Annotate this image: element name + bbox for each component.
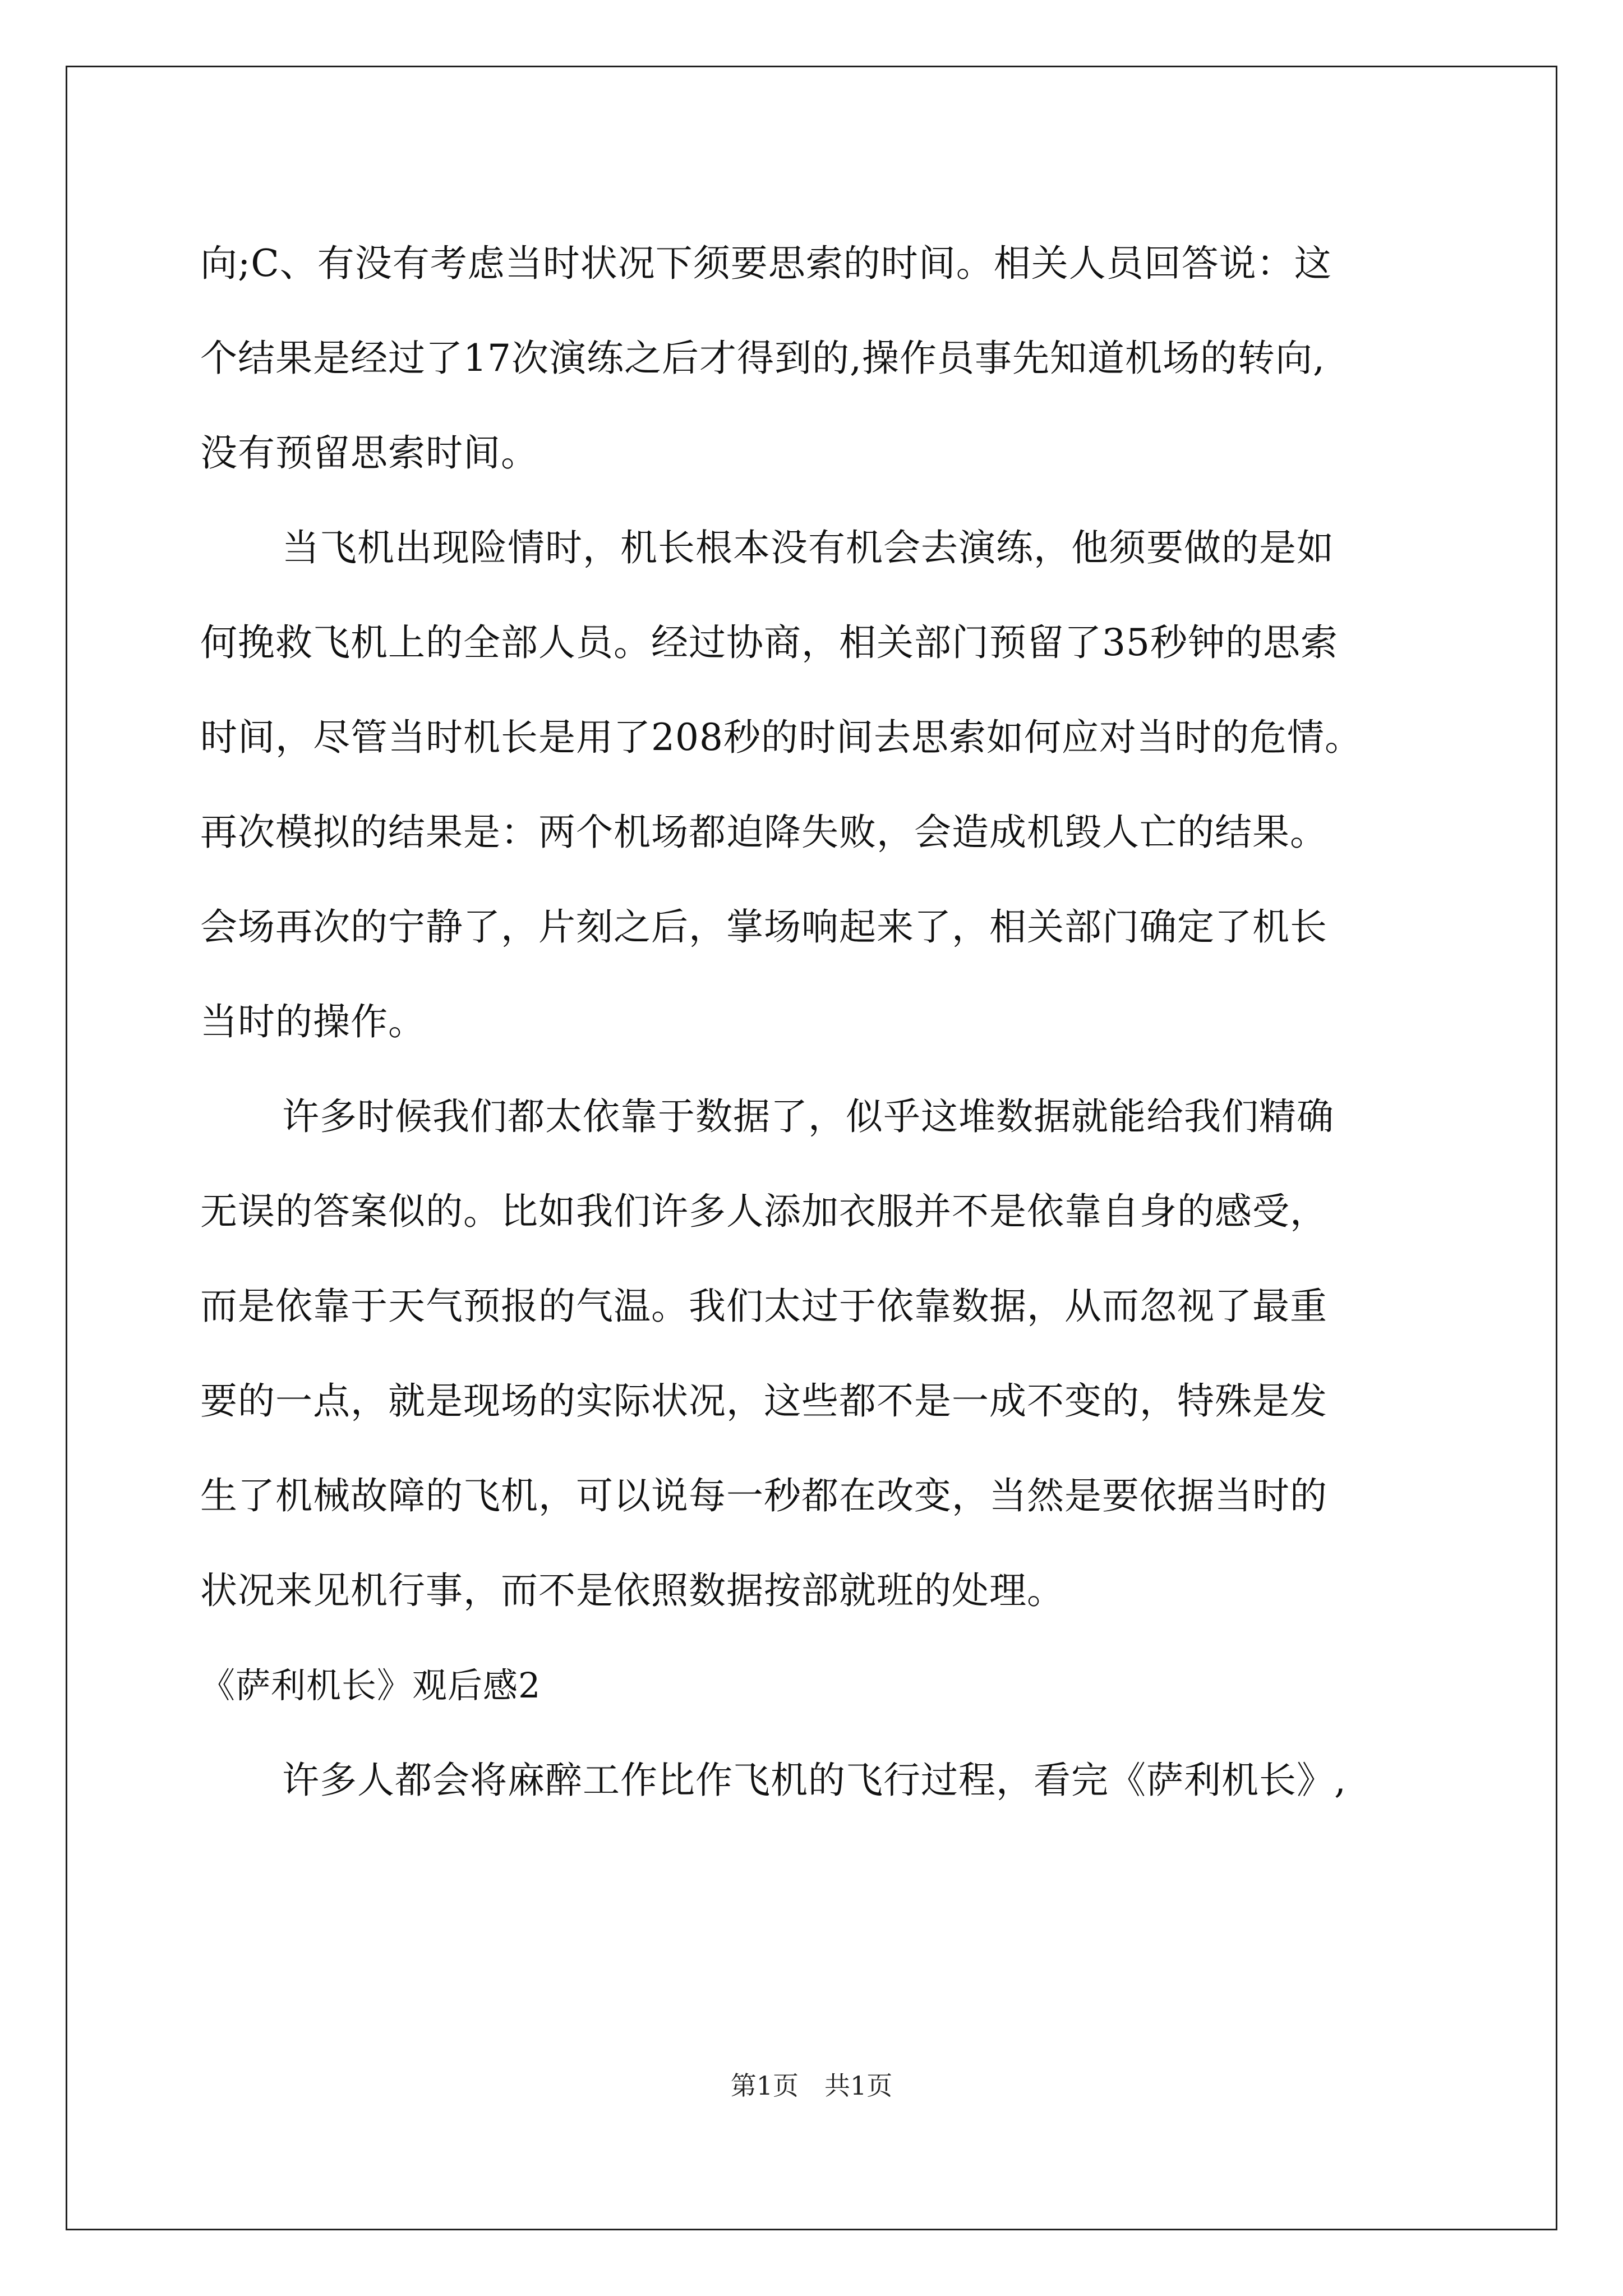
paragraph-line: 许多时候我们都太依靠于数据了，似乎这堆数据就能给我们精确 (282, 1095, 1334, 1138)
paragraph-line: 没有预留思索时间。 (200, 431, 538, 475)
paragraph-line: 何挽救飞机上的全部人员。经过协商，相关部门预留了35秒钟的思索 (200, 621, 1338, 664)
page-footer: 第1页 共1页 (730, 2070, 893, 2101)
paragraph-line: 状况来见机行事，而不是依照数据按部就班的处理。 (200, 1569, 1064, 1612)
paragraph-line: 要的一点，就是现场的实际状况，这些都不是一成不变的，特殊是发 (200, 1379, 1327, 1423)
document-body (200, 216, 1434, 1828)
paragraph-line: 向;C、有没有考虑当时状况下须要思索的时间。相关人员回答说：这 (200, 242, 1332, 285)
paragraph-line: 个结果是经过了17次演练之后才得到的,操作员事先知道机场的转向, (200, 337, 1325, 380)
paragraph-line: 而是依靠于天气预报的气温。我们太过于依靠数据，从而忽视了最重 (200, 1285, 1327, 1328)
paragraph-line: 会场再次的宁静了，片刻之后，掌场响起来了，相关部门确定了机长 (200, 905, 1327, 949)
section-heading: 《萨利机长》观后感2 (200, 1665, 541, 1706)
paragraph-line: 再次模拟的结果是：两个机场都迫降失败，会造成机毁人亡的结果。 (200, 811, 1327, 854)
paragraph-line: 当时的操作。 (200, 1000, 426, 1043)
paragraph-line: 时间，尽管当时机长是用了208秒的时间去思索如何应对当时的危情。 (200, 716, 1362, 759)
paragraph-line: 许多人都会将麻醉工作比作飞机的飞行过程，看完《萨利机长》, (282, 1759, 1347, 1802)
paragraph-line: 无误的答案似的。比如我们许多人添加衣服并不是依靠自身的感受， (200, 1190, 1327, 1233)
paragraph-line: 当飞机出现险情时，机长根本没有机会去演练，他须要做的是如 (282, 526, 1334, 569)
paragraph-line: 生了机械故障的飞机，可以说每一秒都在改变，当然是要依据当时的 (200, 1474, 1327, 1517)
